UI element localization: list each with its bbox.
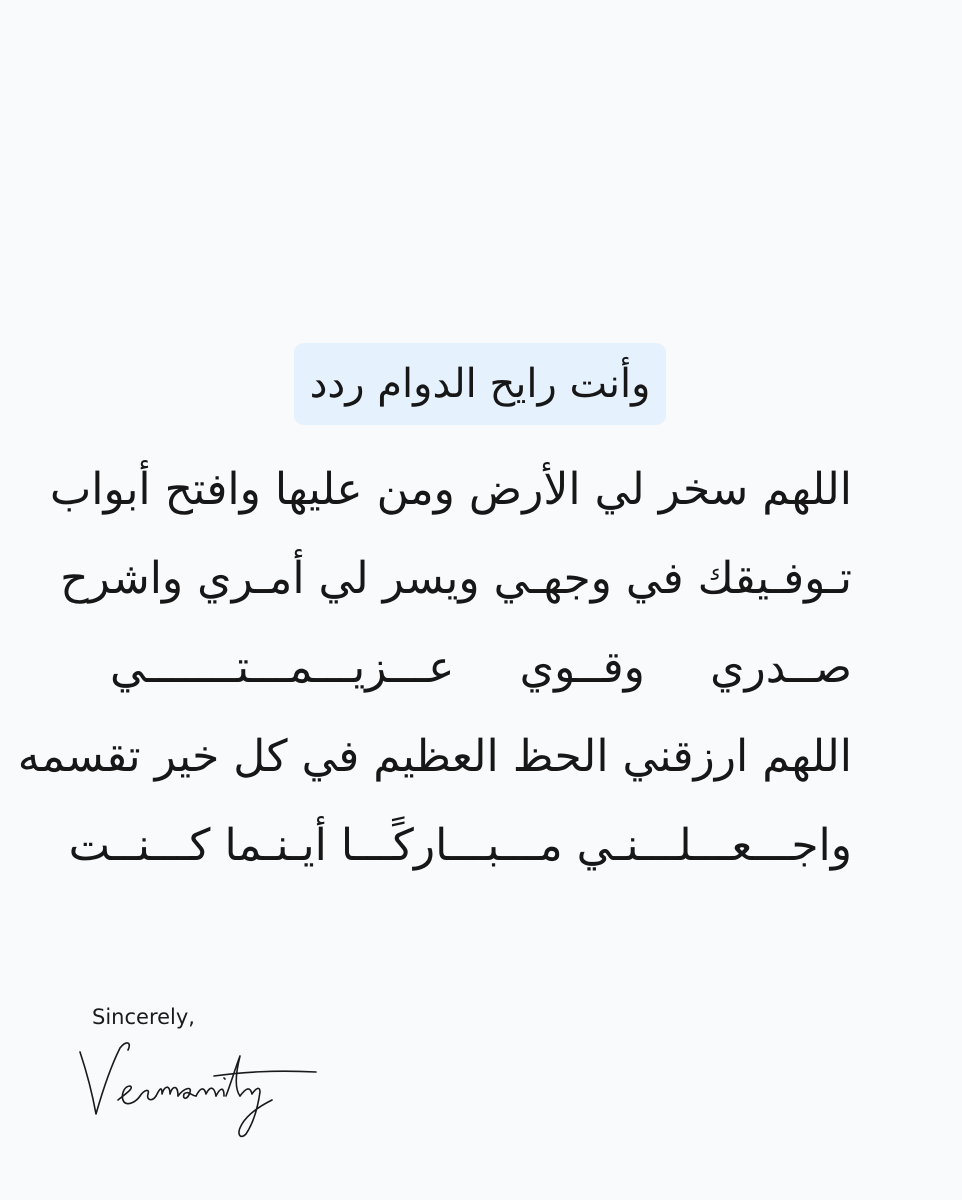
dua-line-2: تـوفـيقك في وجهـي ويسر لي أمـري واشرح <box>60 553 852 604</box>
signoff-label: Sincerely, <box>92 1005 195 1029</box>
heading-badge <box>294 343 666 425</box>
dua-line-3: صــدري وقــوي عـــزيـــمـــتـــــــي <box>110 642 852 693</box>
dua-text-block <box>17 445 852 890</box>
dua-line-1: اللهم سخر لي الأرض ومن عليها وافتح أبواب <box>49 464 852 515</box>
dua-line-4: اللهم ارزقني الحظ العظيم في كل خير تقسمه <box>17 731 852 782</box>
heading-text: وأنت رايح الدوام ردد <box>309 361 651 407</box>
handwritten-signature <box>74 1030 344 1140</box>
dua-line-5: واجـــعـــلـــنـي مـــبـــاركًـــا أيـنـما كـــنــت <box>68 820 852 871</box>
signature-image <box>74 1030 344 1140</box>
